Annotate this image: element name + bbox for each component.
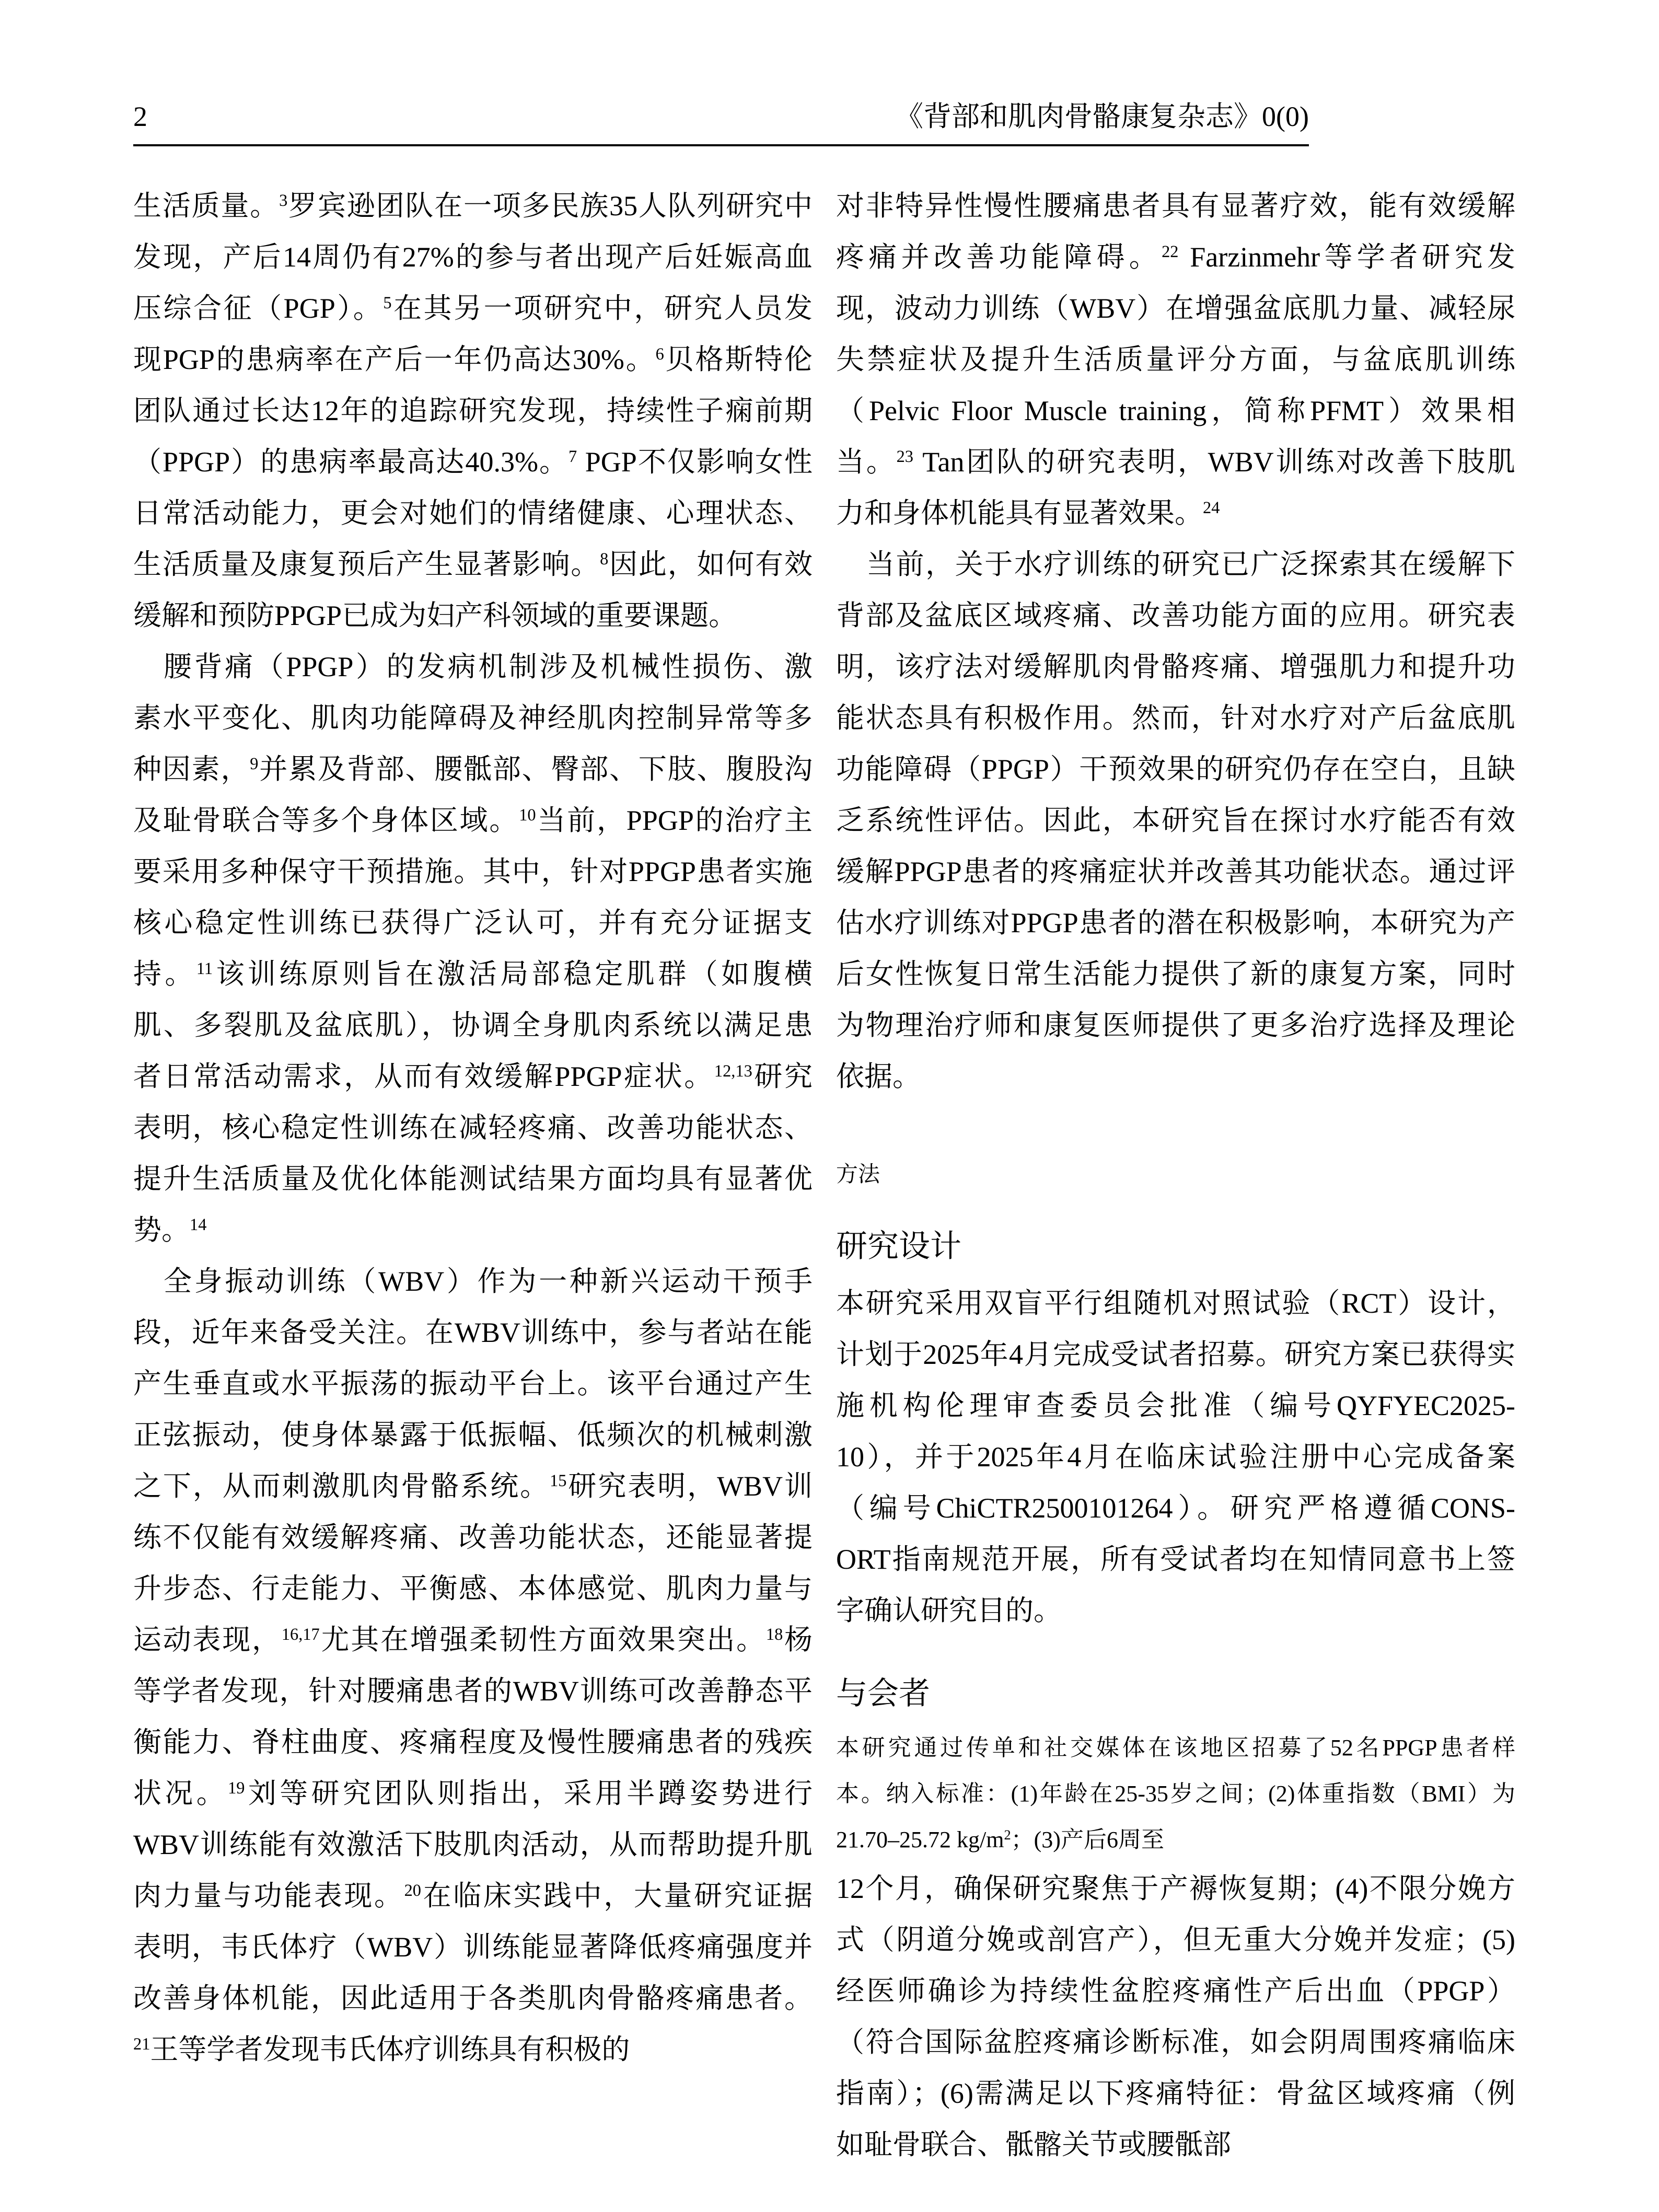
text-line: （符合国际盆腔疼痛诊断标准，如会阴周围疼痛临床 xyxy=(836,2026,1515,2058)
text-line: 经医师确诊为持续性盆腔疼痛性产后出血（PPGP） xyxy=(836,1975,1515,2007)
text-line: 表明，核心稳定性训练在减轻疼痛、改善功能状态、 xyxy=(133,1112,813,1143)
text-line: 改善身体机能，因此适用于各类肌肉骨骼疼痛患者。 xyxy=(133,1983,813,2014)
text-line: 团队通过长达12年的追踪研究发现，持续性子痫前期 xyxy=(133,395,813,426)
text-line: 者日常活动需求，从而有效缓解PPGP症状。$^{12,13}$研究 xyxy=(133,1061,813,1092)
text-line: 缓解PPGP患者的疼痛症状并改善其功能状态。通过评 xyxy=(836,856,1515,887)
text-line: 生活质量。$^3$罗宾逊团队在一项多民族35人队列研究中 xyxy=(133,190,813,222)
text-line: （编号ChiCTR2500101264）。研究严格遵循CONS- xyxy=(836,1492,1515,1524)
text-line: 估水疗训练对PPGP患者的潜在积极影响，本研究为产 xyxy=(836,907,1515,939)
text-line: 当。$^{23}$ Tan团队的研究表明，WBV训练对改善下肢肌 xyxy=(836,446,1515,478)
text-line: 等学者发现，针对腰痛患者的WBV训练可改善静态平 xyxy=(133,1675,813,1707)
text-line: 字确认研究目的。 xyxy=(836,1595,1062,1626)
text-line: 产生垂直或水平振荡的振动平台上。该平台通过产生 xyxy=(133,1368,813,1399)
text-line: 乏系统性评估。因此，本研究旨在探讨水疗能否有效 xyxy=(836,805,1515,836)
page-header xyxy=(133,99,1309,146)
text-line: 计划于2025年4月完成受试者招募。研究方案已获得实 xyxy=(836,1339,1515,1370)
text-line: 运动表现，$^{16,17}$尤其在增强柔韧性方面效果突出。$^{18}$杨 xyxy=(133,1624,813,1655)
text-line: ORT指南规范开展，所有受试者均在知情同意书上签 xyxy=(836,1544,1515,1575)
text-line: WBV训练能有效激活下肢肌肉活动，从而帮助提升肌 xyxy=(133,1829,813,1860)
text-line: 之下，从而刺激肌肉骨骼系统。$^{15}$研究表明，WBV训 xyxy=(133,1470,813,1502)
text-line: 日常活动能力，更会对她们的情绪健康、心理状态、 xyxy=(133,497,813,529)
text-line: 式（阴道分娩或剖宫产），但无重大分娩并发症；(5) xyxy=(836,1924,1515,1955)
text-line: 升步态、行走能力、平衡感、本体感觉、肌肉力量与 xyxy=(133,1573,813,1604)
section-heading: 与会者 xyxy=(836,1676,930,1711)
text-line: 发现，产后14周仍有27%的参与者出现产后妊娠高血 xyxy=(133,241,813,273)
text-line: 疼痛并改善功能障碍。$^{22}$ Farzinmehr等学者研究发 xyxy=(836,241,1516,273)
text-line: （Pelvic Floor Muscle training，简称PFMT）效果相 xyxy=(836,395,1515,426)
journal-title: 《背部和肌肉骨骼康复杂志》0(0) xyxy=(895,101,1309,132)
left-column xyxy=(133,180,813,2075)
text-line: 现PGP的患病率在产后一年仍高达30%。$^6$贝格斯特伦 xyxy=(133,344,813,375)
text-line: 段，近年来备受关注。在WBV训练中，参与者站在能 xyxy=(133,1317,813,1348)
section-spacer xyxy=(836,1636,1515,1662)
text-line: 失禁症状及提升生活质量评分方面，与盆底肌训练 xyxy=(836,344,1515,375)
text-line: 状况。$^{19}$刘等研究团队则指出，采用半蹲姿势进行 xyxy=(133,1778,813,1809)
text-line: 当前，关于水疗训练的研究已广泛探索其在缓解下 xyxy=(866,549,1515,580)
text-line: 本研究通过传单和社交媒体在该地区招募了52名PPGP患者样 xyxy=(836,1735,1515,1761)
methods-label: 方法 xyxy=(836,1163,880,1187)
text-line: 表明，韦氏体疗（WBV）训练能显著降低疼痛强度并 xyxy=(133,1931,813,1963)
text-line: 要采用多种保守干预措施。其中，针对PPGP患者实施 xyxy=(133,856,813,887)
text-line: 力和身体机能具有显著效果。$^{24}$ xyxy=(836,497,1220,529)
text-line: 核心稳定性训练已获得广泛认可，并有充分证据支 xyxy=(133,907,813,939)
text-line: 种因素，$^9$并累及背部、腰骶部、臀部、下肢、腹股沟 xyxy=(133,754,813,785)
text-line: 功能障碍（PPGP）干预效果的研究仍存在空白，且缺 xyxy=(836,754,1515,785)
text-line: 持。$^{11}$该训练原则旨在激活局部稳定肌群（如腹横 xyxy=(133,958,813,990)
text-line: 指南）；(6)需满足以下疼痛特征：骨盆区域疼痛（例 xyxy=(836,2078,1515,2109)
text-line: 全身振动训练（WBV）作为一种新兴运动干预手 xyxy=(164,1266,813,1297)
right-column xyxy=(836,180,1515,2170)
text-line: 缓解和预防PPGP已成为妇产科领域的重要课题。 xyxy=(133,600,737,631)
page-number: 2 xyxy=(133,101,147,132)
section-heading: 研究设计 xyxy=(836,1229,961,1264)
text-line: 如耻骨联合、骶髂关节或腰骶部 xyxy=(836,2129,1231,2160)
text-line: 明，该疗法对缓解肌肉骨骼疼痛、增强肌力和提升功 xyxy=(836,651,1515,682)
text-line: 现，波动力训练（WBV）在增强盆底肌力量、减轻尿 xyxy=(836,293,1515,324)
text-line: 压综合征（PGP）。$^5$在其另一项研究中，研究人员发 xyxy=(133,293,813,324)
text-line: 肌、多裂肌及盆底肌），协调全身肌肉系统以满足患 xyxy=(133,1010,813,1041)
text-line: 10），并于2025年4月在临床试验注册中心完成备案 xyxy=(836,1441,1515,1473)
text-line: 21.70–25.72 $kg/m^2$；(3)产后6周至 xyxy=(836,1827,1164,1852)
text-line: （PPGP）的患病率最高达40.3%。$^7$ PGP不仅影响女性 xyxy=(133,446,813,478)
text-line: 提升生活质量及优化体能测试结果方面均具有显著优 xyxy=(133,1163,813,1195)
text-line: 腰背痛（PPGP）的发病机制涉及机械性损伤、激 xyxy=(164,651,813,682)
text-line: $^{21}$王等学者发现韦氏体疗训练具有积极的 xyxy=(133,2034,630,2065)
text-line: 背部及盆底区域疼痛、改善功能方面的应用。研究表 xyxy=(836,600,1515,631)
text-line: 肉力量与功能表现。$^{20}$在临床实践中，大量研究证据 xyxy=(133,1880,813,1912)
section-spacer xyxy=(836,1200,1515,1215)
text-line: 能状态具有积极作用。然而，针对水疗对产后盆底肌 xyxy=(836,702,1515,734)
text-line: 素水平变化、肌肉功能障碍及神经肌肉控制异常等多 xyxy=(133,702,813,734)
text-line: 施机构伦理审查委员会批准（编号QYFYEC2025- xyxy=(836,1390,1515,1421)
text-line: 练不仅能有效缓解疼痛、改善功能状态，还能显著提 xyxy=(133,1522,813,1553)
section-spacer xyxy=(836,1102,1515,1149)
text-line: 势。$^{14}$ xyxy=(133,1214,207,1246)
text-line: 衡能力、脊柱曲度、疼痛程度及慢性腰痛患者的残疾 xyxy=(133,1727,813,1758)
text-line: 后女性恢复日常生活能力提供了新的康复方案，同时 xyxy=(836,958,1515,990)
text-line: 为物理治疗师和康复医师提供了更多治疗选择及理论 xyxy=(836,1010,1515,1041)
text-line: 本。纳入标准：(1)年龄在25-35岁之间；(2)体重指数（BMI）为 xyxy=(836,1781,1515,1806)
text-line: 12个月，确保研究聚焦于产褥恢复期；(4)不限分娩方 xyxy=(836,1873,1515,1904)
text-line: 本研究采用双盲平行组随机对照试验（RCT）设计， xyxy=(836,1288,1515,1319)
text-line: 依据。 xyxy=(836,1061,921,1092)
text-line: 及耻骨联合等多个身体区域。$^{10}$当前，PPGP的治疗主 xyxy=(133,805,813,836)
text-line: 对非特异性慢性腰痛患者具有显著疗效，能有效缓解 xyxy=(836,190,1515,222)
text-line: 生活质量及康复预后产生显著影响。$^8$因此，如何有效 xyxy=(133,549,813,580)
text-line: 正弦振动，使身体暴露于低振幅、低频次的机械刺激 xyxy=(133,1419,813,1451)
